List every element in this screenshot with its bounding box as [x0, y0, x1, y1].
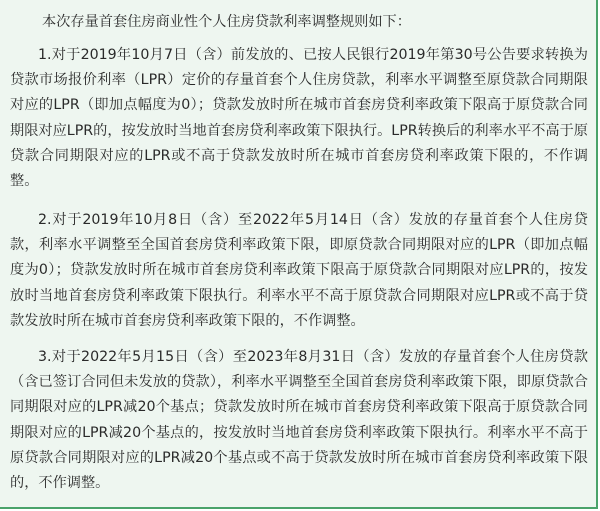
rule-paragraph-1: 1.对于2019年10月7日（含）前发放的、已按人民银行2019年第30号公告要求转换为贷款市场报价利率（LPR）定价的存量首套个人住房贷款，利率水平调整至原贷款合同期限对应的LPR（即加点幅度为0）；贷款发放时所在城市首套房贷利率政策下限高于原贷款合同期限对应LPR的，按发放时当地首套房贷利率政策下限执行。LPR转换后的利率水平不高于原贷款合同期限对应的LPR或不高于贷款发放时所在城市首套房贷利率政策下限的，不作调整。 — [10, 47, 588, 190]
rule-paragraph-2: 2.对于2019年10月8日（含）至2022年5月14日（含）发放的存量首套个人住房贷款，利率水平调整至全国首套房贷利率政策下限，即原贷款合同期限对应的LPR（即加点幅度为0）；贷款发放时所在城市首套房贷利率政策下限高于原贷款合同期限对应LPR的，按发放时当地首套房贷利率政策下限执行。利率水平不高于原贷款合同期限对应LPR或不高于贷款发放时所在城市首套房贷利率政策下限的，不作调整。 — [10, 212, 588, 329]
rule-paragraph-3: 3.对于2022年5月15日（含）至2023年8月31日（含）发放的存量首套个人住房贷款（含已签订合同但未发放的贷款），利率水平调整至全国首套房贷利率政策下限，即原贷款合同期限对应的LPR减20个基点；贷款发放时所在城市首套房贷利率政策下限高于原贷款合同期限对应的LPR减20个基点的，按发放时当地首套房贷利率政策下限执行。利率水平不高于原贷款合同期限对应的LPR减20个基点或不高于贷款发放时所在城市首套房贷利率政策下限的，不作调整。 — [10, 349, 588, 492]
intro-sentence: 本次存量首套住房商业性个人住房贷款利率调整规则如下： — [42, 14, 411, 30]
